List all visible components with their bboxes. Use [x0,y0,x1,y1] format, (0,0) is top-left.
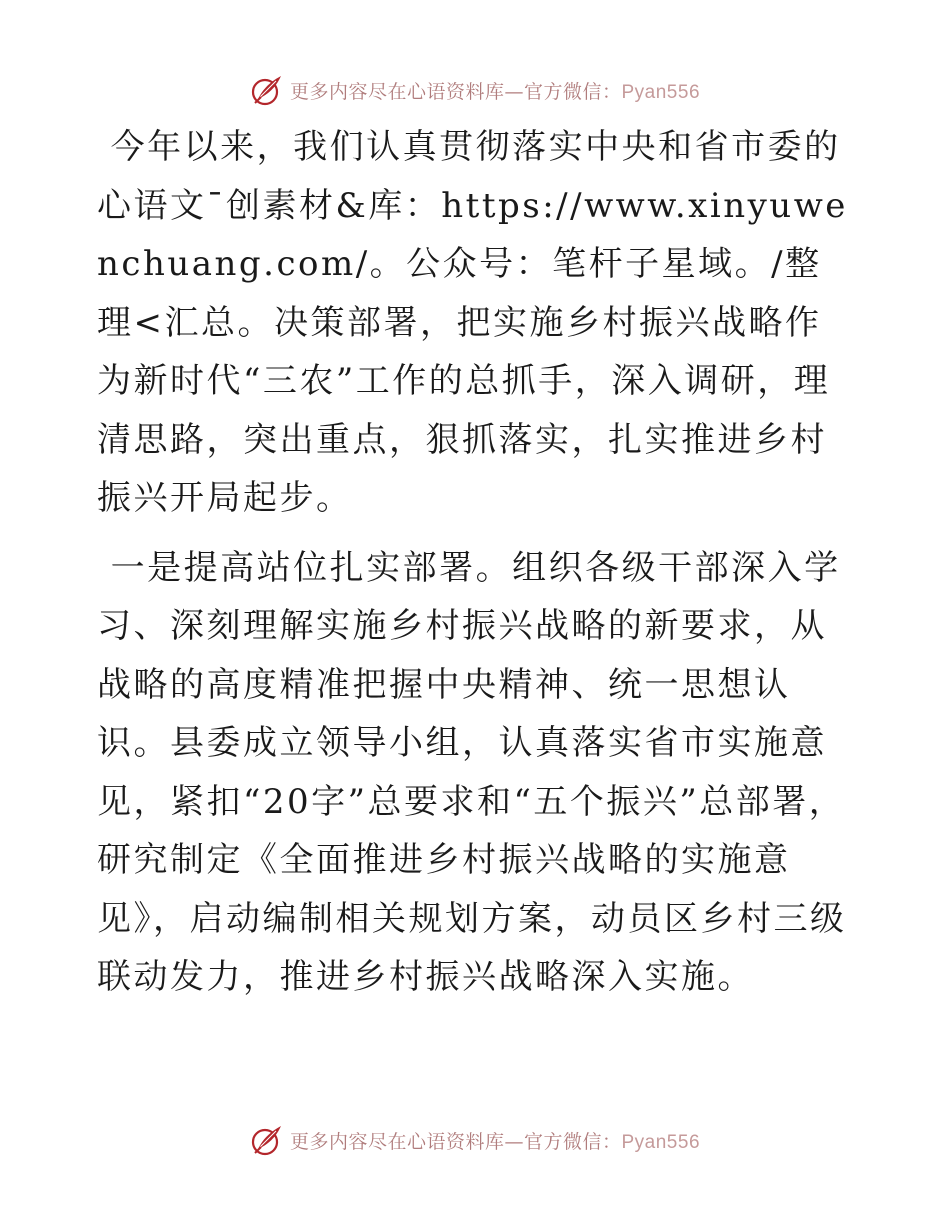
wechat-id: Pyan556 [621,1131,701,1153]
document-body [97,118,857,1007]
paragraph-2: 一是提高站位扎实部署。组织各级干部深入学习、深刻理解实施乡村振兴战略的新要求，从战略的高度精准把握中央精神、统一思想认识。县委成立领导小组，认真落实省市实施意见，紧扣“20字”总要求和“五个振兴”总部署，研究制定《全面推进乡村振兴战略的实施意见》，启动编制相关规划方案，动员区乡村三级联动发力，推进乡村振兴战略深入实施。 [97,547,847,997]
header-banner [0,70,950,110]
feather-pen-logo-icon [250,1123,284,1157]
footer-banner [0,1120,950,1160]
wechat-id: Pyan556 [621,81,701,103]
paragraph-1: 今年以来，我们认真贯彻落实中央和省市委的心语文¯创素材&库：https://www.xinyuwenchuang.com/。公众号：笔杆子星域。/整理<汇总。决策部署，把实施乡村振兴战略作为新时代“三农”工作的总抓手，深入调研，理清思路，突出重点，狠抓落实，扎实推进乡村振兴开局起步。 [97,127,848,518]
banner-text: 更多内容尽在心语资料库—官方微信：Pyan556 [289,80,701,103]
banner-text: 更多内容尽在心语资料库—官方微信：Pyan556 [289,1130,701,1153]
feather-pen-logo-icon [250,73,284,107]
